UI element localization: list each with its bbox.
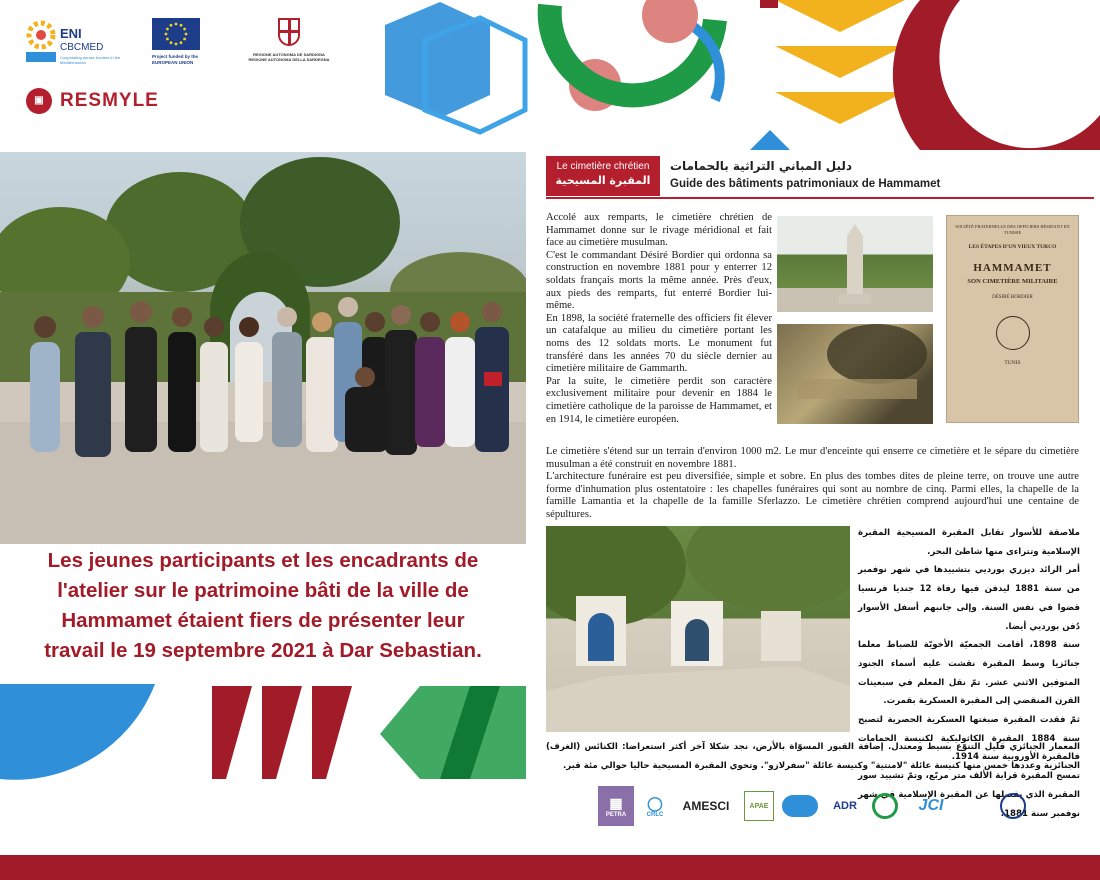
partner-amesci: AMESCI <box>682 799 730 813</box>
arabic-body-full <box>546 738 1080 775</box>
ar-para-3: سنة 1898، أقامت الجمعيّة الأخويّة للضباط معلما جنائزيا وسط المقبرة نقشت عليه أسماء الجنود المتوفين الاثني عشر. تمّ نقل المعلم في سبعينات القرن المنقضي إلى المقبرة العسكرية بقمرت. <box>858 640 1080 707</box>
partner-petra: ▦ PETRA <box>598 786 634 826</box>
group-photo-scene <box>0 152 526 544</box>
doc-header <box>546 156 1098 198</box>
ar-para-2: أمر الرائد ديزري بورديي بتشييدها في شهر نوفمبر من سنة 1881 ليدفن فيها رفاة 12 جنديا فرنسيا قضوا في نفس السنة. وإلى جانبهم أسفل الأسوار دُفن بورديي أيضا. <box>858 565 1080 632</box>
ar-para-6: المعمار الجنائزي قليل التنوّع بسيط ومعتدل. إضافة القبور المسوّاة بالأرض، نجد شكلا آخر أكثر استعراضا: الكنائس (الغرف) الجنائزية وعددها خمس منها كنيسة عائلة "لامنتية" وكنيسة عائلة "سفرلازو". وتحوي المقبرة المسيحية حاليا حوالي مئة قبر. <box>546 742 1080 771</box>
book-series: LES ÉTAPES D'UN VIEUX TURCO <box>968 244 1057 250</box>
resmyle-logo <box>26 88 166 116</box>
book-society: SOCIÉTÉ FRATERNELLE DES OFFICIERS RÉSIDANT EN TUNISIE <box>955 224 1070 235</box>
caption-line-3: Hammamet étaient fiers de présenter leur <box>61 609 465 632</box>
group-photo <box>0 152 526 544</box>
para-2: C'est le commandant Désiré Bordier qui ordonna sa construction en novembre 1881 pour y enterrer 12 soldats français morts la même année. Près d'eux, aux pieds des remparts, fut enterré Bordier lui-même. <box>546 249 772 312</box>
section-tag-fr: Le cimetière chrétien <box>556 161 650 172</box>
partner-jci: JCI <box>918 797 944 814</box>
cbcmed-label: CBCMED <box>60 42 104 53</box>
book-city: TUNIS <box>1004 360 1021 366</box>
section-tag <box>546 156 660 196</box>
partner-crlc: ◯ CRLC <box>646 794 664 818</box>
eni-logo <box>26 20 126 70</box>
header-decor <box>360 0 1100 150</box>
eni-label: ENI <box>60 26 82 41</box>
eu-flag-icon <box>152 18 200 50</box>
section-tag-ar: المقبرة المسيحية <box>555 174 651 187</box>
sardinia-shield-icon <box>278 18 300 46</box>
eni-sun-icon <box>26 20 56 50</box>
lower-left-decor <box>0 684 526 824</box>
monument-photo <box>777 216 933 312</box>
ar-para-4: ثمّ فقدت المقبرة صبغتها العسكرية الحصرية لتصبح سنة 1884 المقبرة الكاثوليكية لكنيسة الحمامات فالمقبرة الأوروبية سنة 1914. <box>858 715 1080 763</box>
resmyle-badge-icon: ▣ <box>26 88 52 114</box>
partner-issbe <box>964 786 992 826</box>
book-title-2: SON CIMETIÈRE MILITAIRE <box>967 278 1058 285</box>
para-4: Par la suite, le cimetière perdit son caractère exclusivement militaire pour devenir en 1884 le cimetière catholique de la paroisse de Hammamet, et en 1914, le cimetière européen. <box>546 375 772 425</box>
partner-green-circle <box>872 793 898 819</box>
partner-seal <box>1000 793 1026 819</box>
partner-adr: ADR <box>833 800 857 812</box>
eni-tagline: Cooperating across borders in the Mediterranean <box>60 55 121 65</box>
heritage-guide-page <box>528 152 1100 844</box>
caption-line-2: l'atelier sur le patrimoine bâti de la ville de <box>57 579 469 602</box>
book-author: DÉSIRÉ BORDIER <box>992 295 1033 300</box>
caption-line-1: Les jeunes participants et les encadrants de <box>47 549 479 572</box>
cemetery-chapels-photo <box>546 526 850 732</box>
book-emblem-icon <box>996 316 1030 350</box>
para-3: En 1898, la société fraternelle des officiers fit élever un catafalque au milieu du cimetière portant les noms des 12 soldats morts. Le monument fut transféré dans les années 70 du siècle dernier au cimetière militaire de Gammarth. <box>546 312 772 375</box>
sardinia-logo <box>244 18 334 68</box>
para-6: L'architecture funéraire est peu diversifiée, simple et sobre. En plus des tombes dites de pleine terre, on trouve une autre forme d'inhumation plus ostentatoire : les chapelles funéraires qui sont au nombre de cinq. Parmi elles, la chapelle de la famille Lamantia et la chapelle de la famille Sferlazzo. Le cimetière chrétien comprend aujourd'hui une centaine de sépultures. <box>546 471 1079 520</box>
region-label: REGIONE AUTONOMA DE SARDIGNA REGIONE AUTONOMA DELLA SARDEGNA <box>248 52 330 62</box>
eu-logo <box>152 18 202 68</box>
header-banner <box>0 0 1100 150</box>
ar-para-5: تمسح المقبرة قرابة الألف متر مربّع، وتمّ تشييد سور المقبرة الذي يفصلها عن المقبرة الإسلامية في شهر نوفمبر سنة 1881. <box>858 771 1080 819</box>
doc-header-rule <box>546 197 1094 199</box>
eu-label: Project funded by the EUROPEAN UNION <box>152 54 199 65</box>
arabic-body-side <box>858 524 1080 823</box>
doc-title-ar: دليل المباني التراثية بالحمامات <box>670 159 853 173</box>
doc-body-full <box>546 446 1079 522</box>
photo-caption <box>0 546 526 670</box>
bottom-band <box>0 855 1100 880</box>
old-cemetery-photo <box>777 324 933 424</box>
resmyle-label: RESMYLE <box>60 90 159 111</box>
partner-apae: APAE <box>744 791 774 821</box>
eni-wave-icon <box>26 52 56 62</box>
para-5: Le cimetière s'étend sur un terrain d'environ 1000 m2. Le mur d'enceinte qui enserre ce cimetière et le sépare du cimetière musulman a été construit en novembre 1881. <box>546 446 1079 470</box>
book-title-1: HAMMAMET <box>973 262 1052 274</box>
partner-wave-logo <box>782 795 818 817</box>
caption-line-4: travail le 19 septembre 2021 à Dar Sebastian. <box>44 639 482 662</box>
ar-para-1: ملاصقة للأسوار تقابل المقبرة المسيحية المقبرة الإسلامية وتتراءى منها شاطئ البحر. <box>858 528 1080 557</box>
doc-body-top <box>546 212 772 426</box>
doc-title-fr: Guide des bâtiments patrimoniaux de Hammamet <box>670 178 941 190</box>
para-1: Accolé aux remparts, le cimetière chrétien de Hammamet donne sur le rivage méridional et fait face au cimetière musulman. <box>546 212 772 249</box>
book-cover <box>946 215 1079 423</box>
partner-logos <box>598 786 1068 826</box>
